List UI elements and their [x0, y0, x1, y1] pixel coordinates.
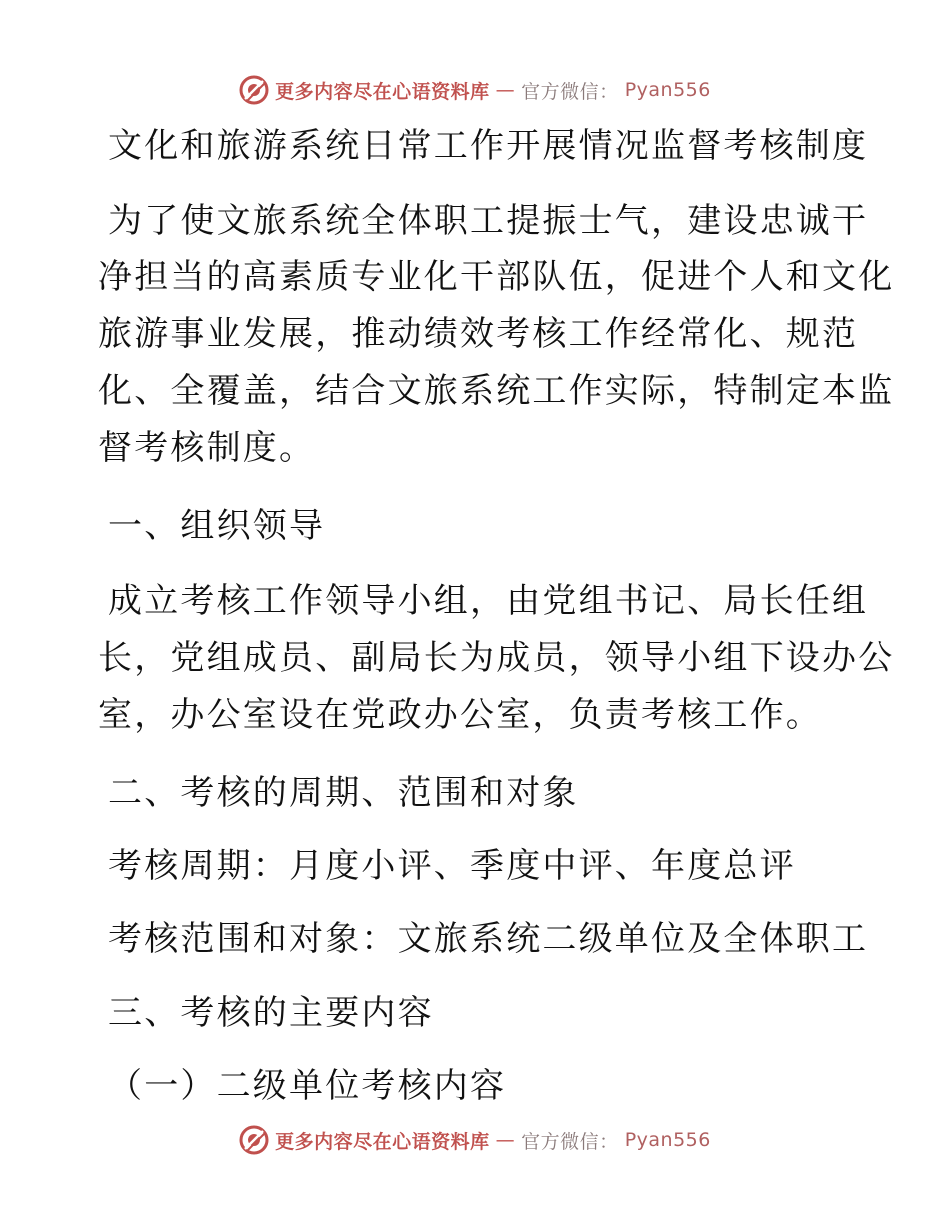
- brand-logo-icon: [239, 75, 269, 105]
- banner-separator: —: [495, 79, 516, 101]
- banner-wechat-id: Pyan556: [624, 1129, 711, 1151]
- section-1-line-1: 成立考核工作领导小组，由党组书记、局长任组: [108, 581, 869, 621]
- intro-line-3: 旅游事业发展，推动绩效考核工作经常化、规范: [98, 314, 859, 354]
- intro-line-1: 为了使文旅系统全体职工提振士气，建设忠诚干: [108, 201, 869, 241]
- intro-line-2: 净担当的高素质专业化干部队伍，促进个人和文化: [98, 257, 895, 297]
- section-1-heading: 一、组织领导: [108, 506, 326, 546]
- brand-logo-icon: [239, 1125, 269, 1155]
- banner-wechat-label: 官方微信：: [521, 80, 619, 103]
- section-3-subheading-1: （一）二级单位考核内容: [108, 1066, 507, 1106]
- banner-wechat-id: Pyan556: [624, 79, 711, 101]
- section-3-heading: 三、考核的主要内容: [108, 993, 434, 1033]
- section-2-scope: 考核范围和对象：文旅系统二级单位及全体职工: [108, 919, 869, 959]
- banner-brand-text: 更多内容尽在心语资料库: [275, 80, 490, 103]
- footer-banner: [0, 1120, 950, 1160]
- document-title: 文化和旅游系统日常工作开展情况监督考核制度: [108, 126, 869, 166]
- banner-brand-text: 更多内容尽在心语资料库: [275, 1130, 490, 1153]
- intro-line-4: 化、全覆盖，结合文旅系统工作实际，特制定本监: [98, 371, 895, 411]
- section-1-line-3: 室，办公室设在党政办公室，负责考核工作。: [98, 695, 822, 735]
- intro-line-5: 督考核制度。: [98, 428, 316, 468]
- section-1-line-2: 长，党组成员、副局长为成员，领导小组下设办公: [98, 638, 895, 678]
- banner-wechat-label: 官方微信：: [521, 1130, 619, 1153]
- header-banner: [0, 70, 950, 110]
- section-2-period: 考核周期：月度小评、季度中评、年度总评: [108, 846, 796, 886]
- banner-separator: —: [495, 1129, 516, 1151]
- section-2-heading: 二、考核的周期、范围和对象: [108, 773, 579, 813]
